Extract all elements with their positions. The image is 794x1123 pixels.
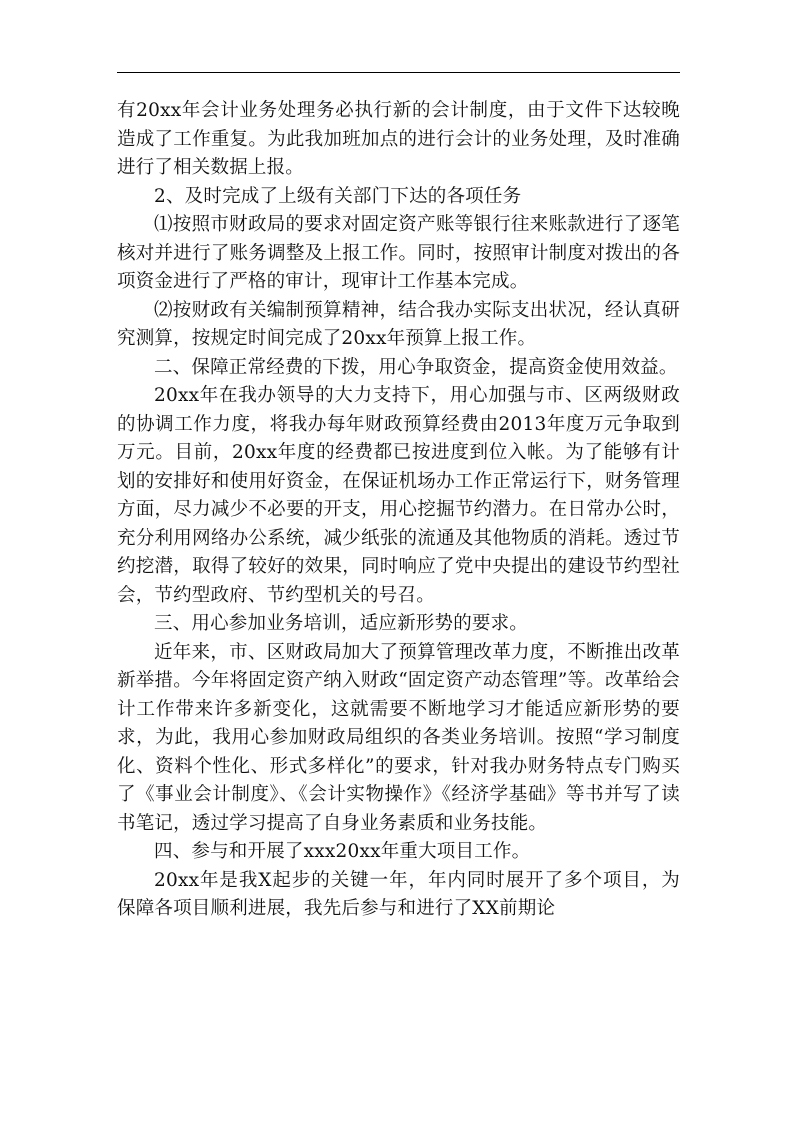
paragraph: 20xx年在我办领导的大力支持下，用心加强与市、区两级财政的协调工作力度，将我办每年财政预算经费由2013年度万元争取到万元。目前，20xx年度的经费都已按进度到位入帐。为了能够有计划的安排好和使用好资金，在保证机场办工作正常运行下，财务管理方面，尽力减少不必要的开支，用心挖掘节约潜力。在日常办公时，充分利用网络办公系统，减少纸张的流通及其他物质的消耗。透过节约挖潜，取得了较好的效果，同时响应了党中央提出的建设节约型社会，节约型政府、节约型机关的号召。	[117, 385, 680, 606]
section-heading: 四、参与和开展了xxx20xx年重大项目工作。	[154, 841, 531, 862]
paragraph: ⑴按照市财政局的要求对固定资产账等银行往来账款进行了逐笔核对并进行了账务调整及上报工作。同时，按照审计制度对拨出的各项资金进行了严格的审计，现审计工作基本完成。	[117, 214, 680, 292]
paragraph: ⑵按财政有关编制预算精神，结合我办实际支出状况，经认真研究测算，按规定时间完成了20xx年预算上报工作。	[117, 299, 680, 349]
section-heading: 三、用心参加业务培训，适应新形势的要求。	[154, 613, 529, 634]
section-heading: 2、及时完成了上级有关部门下达的各项任务	[154, 185, 522, 207]
header-rule	[117, 72, 680, 73]
paragraph: 近年来，市、区财政局加大了预算管理改革力度，不断推出改革新举措。今年将固定资产纳入财政“固定资产动态管理”等。改革给会计工作带来许多新变化，这就需要不断地学习才能适应新形势的要求，为此，我用心参加财政局组织的各类业务培训。按照“学习制度化、资料个性化、形式多样化”的要求，针对我办财务特点专门购买了《事业会计制度》、《会计实物操作》《经济学基础》等书并写了读书笔记，透过学习提高了自身业务素质和业务技能。	[117, 641, 680, 834]
paragraph: 20xx年是我X起步的关键一年，年内同时展开了多个项目，为保障各项目顺利进展，我先后参与和进行了XX前期论	[117, 869, 680, 919]
section-heading: 二、保障正常经费的下拨，用心争取资金，提高资金使用效益。	[154, 356, 678, 378]
document-body	[117, 97, 680, 924]
paragraph: 有20xx年会计业务处理务必执行新的会计制度，由于文件下达较晚造成了工作重复。为此我加班加点的进行会计的业务处理，及时准确进行了相关数据上报。	[117, 100, 680, 178]
